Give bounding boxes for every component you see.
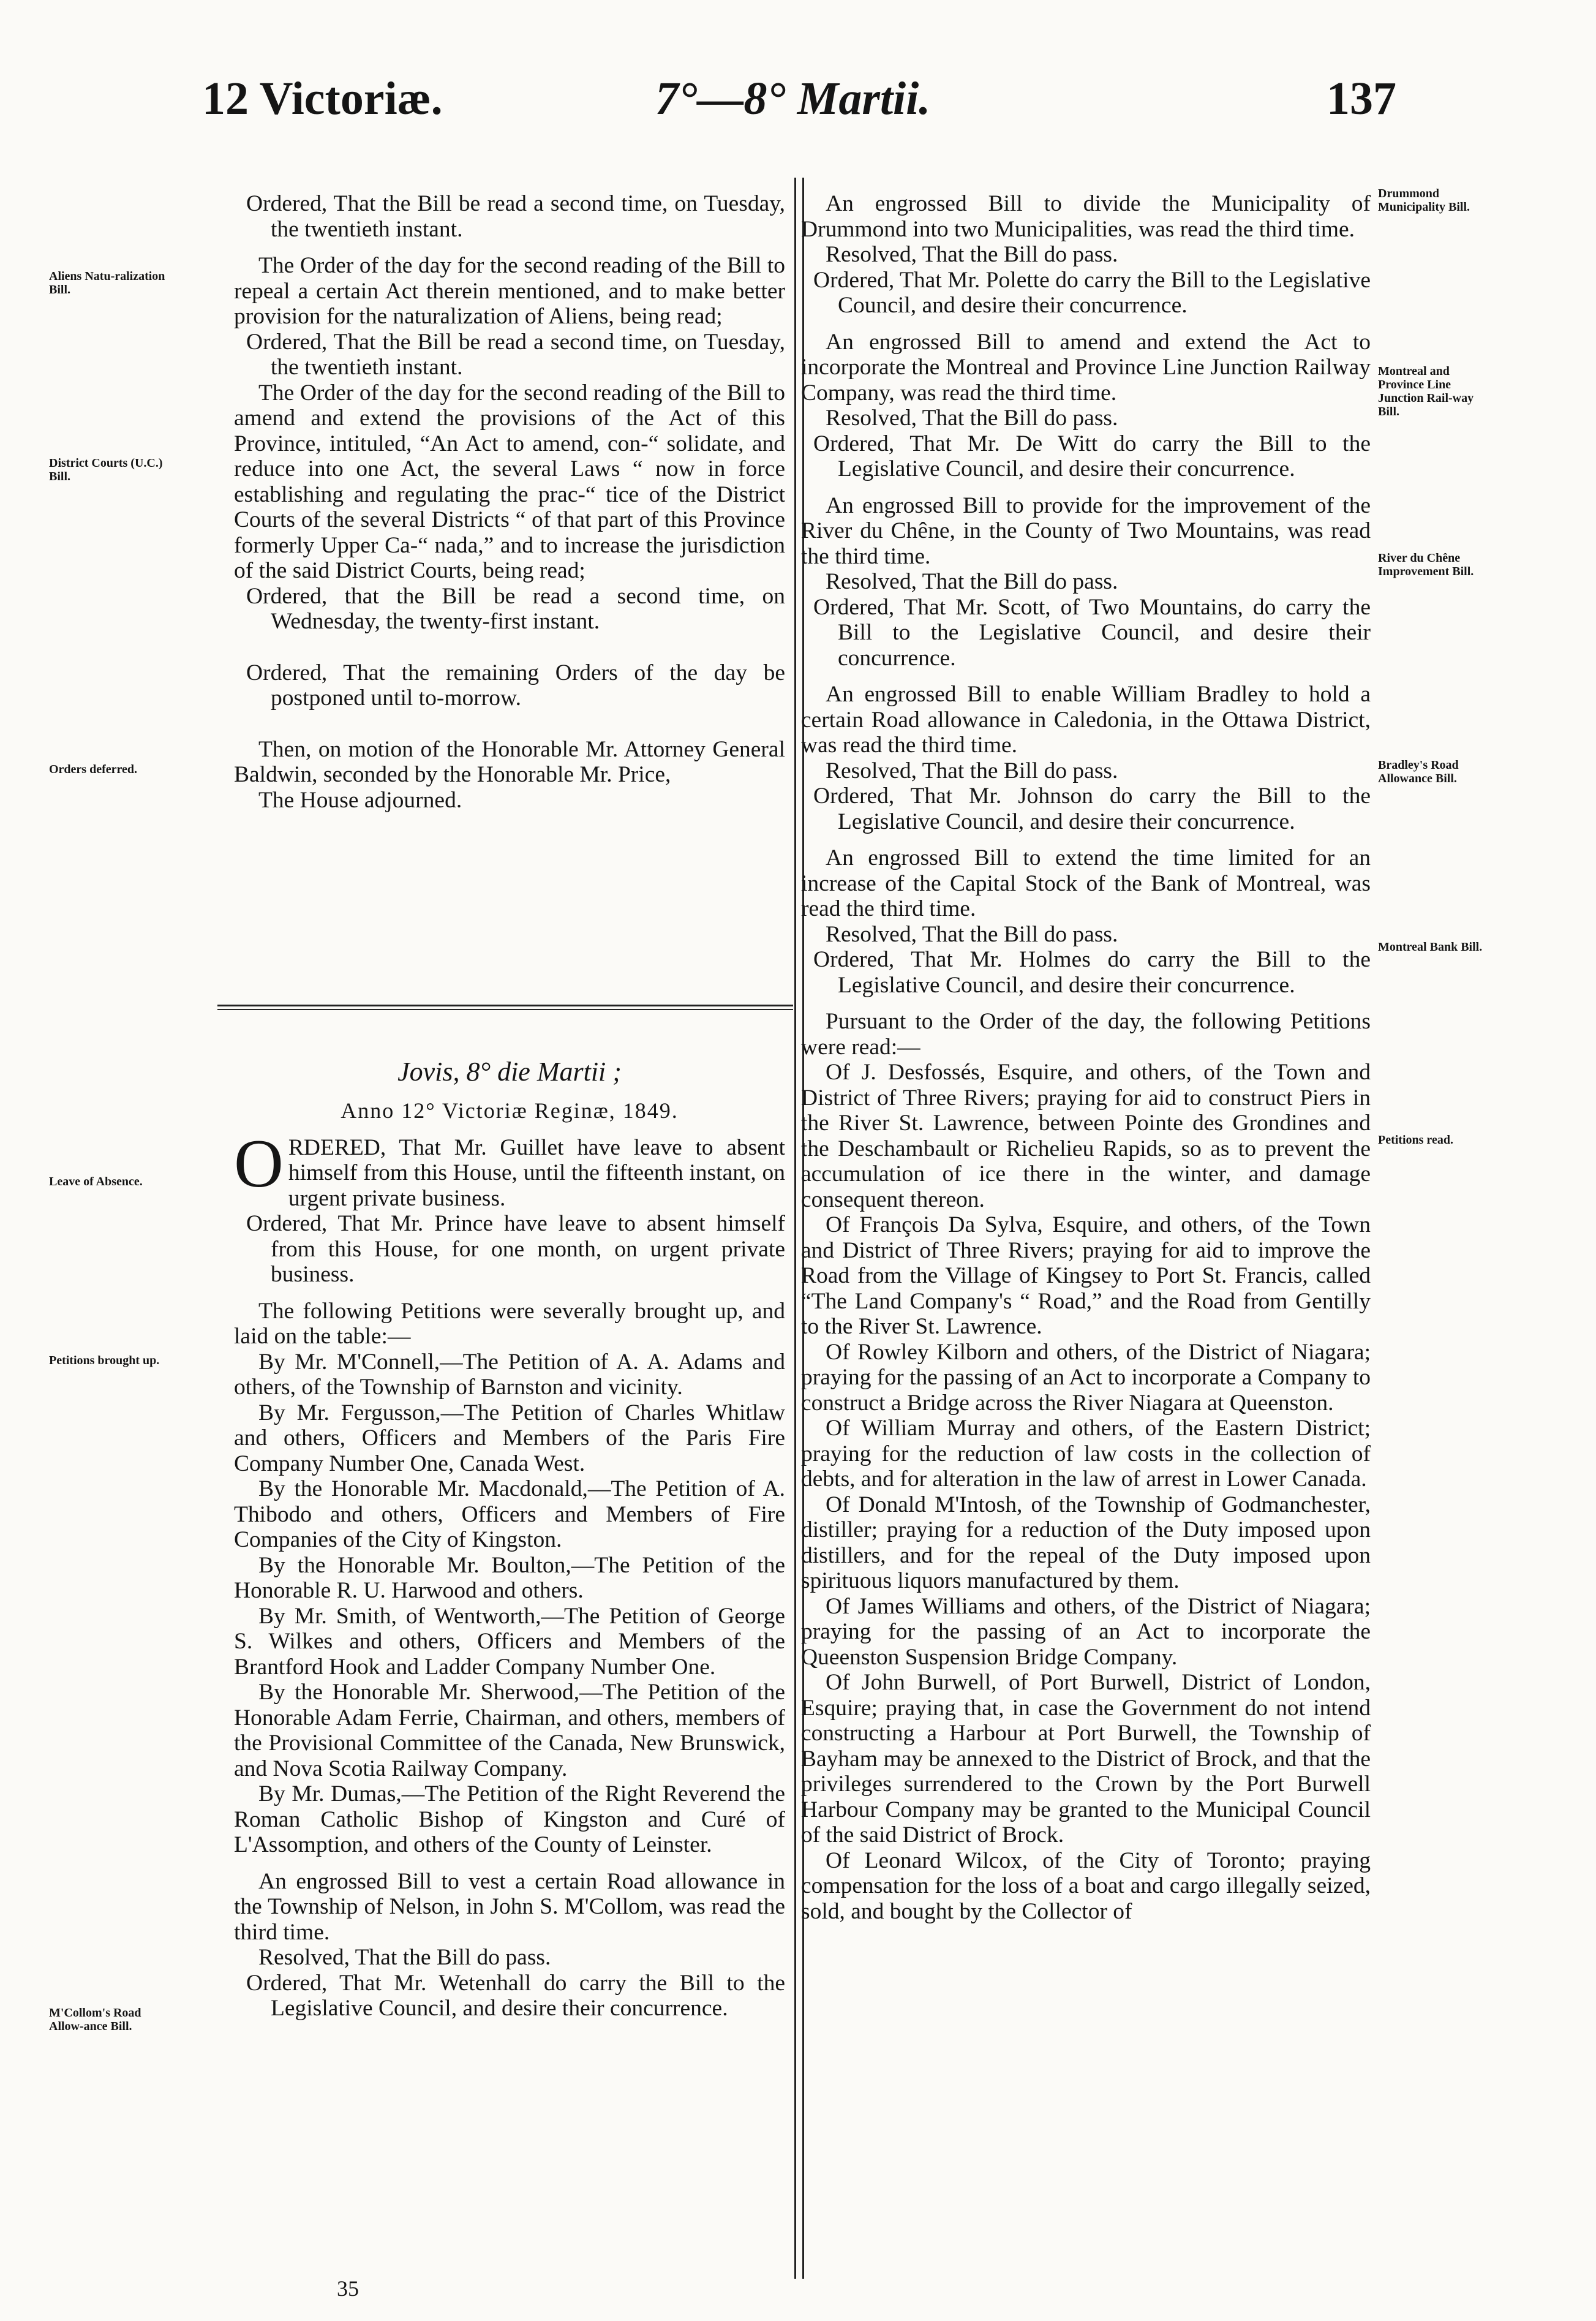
- paragraph: Of Leonard Wilcox, of the City of Toronto; praying compensation for the loss of a boat and cargo illegally seized, sold, and bought by the Collector of: [801, 1847, 1371, 1924]
- paragraph: By the Honorable Mr. Macdonald,—The Petition of A. Thibodo and others, Officers and Members of Fire Companies of the City of Kingston.: [234, 1476, 785, 1552]
- paragraph: Of Donald M'Intosh, of the Township of Godmanchester, distiller; praying for a reduction of the Duty imposed upon distillers, and for the repeal of the Duty imposed upon spirituous liquors manufactured by them.: [801, 1492, 1371, 1593]
- paragraph: Of John Burwell, of Port Burwell, District of London, Esquire; praying that, in case the Government do not intend constructing a Harbour at Port Burwell, the Township of Bayham may be annexed to the District of Brock, and that the privileges surrendered to the Crown by the Port Burwell Harbour Company may be granted to the Municipal Council of the said District of Brock.: [801, 1670, 1371, 1847]
- paragraph: Of William Murray and others, of the Eastern District; praying for the reduction of law costs in the collection of debts, and for alteration in the law of arrest in Lower Canada.: [801, 1416, 1371, 1492]
- paragraph: Ordered, that the Bill be read a second time, on Wednesday, the twenty-first instant.: [246, 583, 785, 634]
- sitting-title: Jovis, 8° die Martii ;: [397, 1057, 622, 1087]
- drop-cap: O: [234, 1125, 284, 1202]
- paragraph: The Order of the day for the second reading of the Bill to repeal a certain Act therein mentioned, and to make better provision for the naturalization of Aliens, being read;: [234, 253, 785, 329]
- paragraph: Of James Williams and others, of the District of Niagara; praying for the passing of an Act to incorporate the Queenston Suspension Bridge Company.: [801, 1593, 1371, 1670]
- paragraph: An engrossed Bill to provide for the improvement of the River du Chêne, in the County of Two Mountains, was read the third time.: [801, 493, 1371, 569]
- paragraph: Ordered, That the Bill be read a second time, on Tuesday, the twentieth instant.: [246, 191, 785, 242]
- paragraph: The House adjourned.: [258, 787, 462, 813]
- paragraph: Resolved, That the Bill do pass.: [826, 569, 1118, 594]
- paragraph: Ordered, That Mr. Holmes do carry the Bill to the Legislative Council, and desire their concurrence.: [813, 947, 1371, 998]
- paragraph: Ordered, That the remaining Orders of the day be postponed until to-morrow.: [246, 660, 785, 711]
- paragraph: The following Petitions were severally brought up, and laid on the table:—: [234, 1298, 785, 1349]
- paragraph: Resolved, That the Bill do pass.: [826, 406, 1118, 431]
- paragraph: By Mr. M'Connell,—The Petition of A. A. Adams and others, of the Township of Barnston and vicinity.: [234, 1349, 785, 1400]
- page-number: 137: [1327, 73, 1396, 124]
- paragraph: Resolved, That the Bill do pass.: [826, 242, 1118, 267]
- paragraph: Pursuant to the Order of the day, the following Petitions were read:—: [801, 1009, 1371, 1060]
- running-header: [202, 72, 1396, 127]
- paragraph: Ordered, That Mr. Polette do carry the Bill to the Legislative Council, and desire their concurrence.: [813, 267, 1371, 318]
- regnal-year-line: Anno 12° Victoriæ Reginæ, 1849.: [341, 1098, 679, 1123]
- paragraph: Ordered, That Mr. Scott, of Two Mountains, do carry the Bill to the Legislative Council, and desire their concurrence.: [813, 594, 1371, 671]
- left-column-upper: [234, 191, 785, 813]
- margin-note-montreal-bank: Montreal Bank Bill.: [1378, 940, 1483, 954]
- paragraph: By Mr. Dumas,—The Petition of the Right Reverend the Roman Catholic Bishop of Kingston and Curé of L'Assomption, and others of the County of Leinster.: [234, 1781, 785, 1857]
- margin-note-petitions-read: Petitions read.: [1378, 1133, 1453, 1147]
- margin-note-bradley: Bradley's Road Allowance Bill.: [1378, 758, 1459, 785]
- paragraph: By the Honorable Mr. Boulton,—The Petition of the Honorable R. U. Harwood and others.: [234, 1552, 785, 1603]
- margin-note-drummond: Drummond Municipality Bill.: [1378, 187, 1470, 214]
- paragraph: Ordered, That Mr. Prince have leave to absent himself from this House, for one month, on urgent private business.: [246, 1211, 785, 1287]
- paragraph: An engrossed Bill to divide the Municipality of Drummond into two Municipalities, was read the third time.: [801, 191, 1371, 242]
- paragraph: An engrossed Bill to amend and extend the Act to incorporate the Montreal and Province Line Junction Railway Company, was read the third time.: [801, 329, 1371, 406]
- paragraph: Ordered, That Mr. Johnson do carry the Bill to the Legislative Council, and desire their concurrence.: [813, 783, 1371, 834]
- paragraph: Resolved, That the Bill do pass.: [258, 1945, 551, 1970]
- paragraph: Ordered, That Mr. Wetenhall do carry the Bill to the Legislative Council, and desire their concurrence.: [246, 1970, 785, 2021]
- paragraph: An engrossed Bill to extend the time limited for an increase of the Capital Stock of the Bank of Montreal, was read the third time.: [801, 845, 1371, 921]
- paragraph: By Mr. Fergusson,—The Petition of Charles Whitlaw and others, Officers and Members of the Paris Fire Company Number One, Canada West.: [234, 1400, 785, 1476]
- paragraph: By Mr. Smith, of Wentworth,—The Petition of George S. Wilkes and others, Officers and Members of the Brantford Hook and Ladder Company Number One.: [234, 1603, 785, 1680]
- paragraph: By the Honorable Mr. Sherwood,—The Petition of the Honorable Adam Ferrie, Chairman, and others, members of the Provisional Committee of the Canada, New Brunswick, and Nova Scotia Railway Company.: [234, 1680, 785, 1781]
- paragraph: Resolved, That the Bill do pass.: [826, 921, 1118, 947]
- margin-note-petitions-brought-up: Petitions brought up.: [49, 1354, 160, 1367]
- section-rule: [217, 1005, 793, 1010]
- paragraph: Of Rowley Kilborn and others, of the District of Niagara; praying for the passing of an Act to incorporate a Company to construct a Bridge across the River Niagara at Queenston.: [801, 1339, 1371, 1416]
- paragraph: An engrossed Bill to enable William Bradley to hold a certain Road allowance in Caledonia, in the Ottawa District, was read the third time.: [801, 682, 1371, 758]
- paragraph: Of François Da Sylva, Esquire, and others, of the Town and District of Three Rivers; praying for aid to improve the Road from the Village of Kingsey to Port St. Francis, called “The Land Company's “ Road,” and the Road from Gentilly to the River St. Lawrence.: [801, 1212, 1371, 1339]
- signature-mark: 35: [337, 2276, 359, 2301]
- header-date: 7°—8° Martii.: [655, 73, 931, 124]
- paragraph: Ordered, That Mr. De Witt do carry the Bill to the Legislative Council, and desire their concurrence.: [813, 431, 1371, 481]
- margin-note-aliens: Aliens Natu-ralization Bill.: [49, 270, 165, 296]
- margin-note-river-du-chene: River du Chêne Improvement Bill.: [1378, 551, 1474, 578]
- paragraph: Ordered, That the Bill be read a second time, on Tuesday, the twentieth instant.: [246, 329, 785, 380]
- margin-note-orders-deferred: Orders deferred.: [49, 763, 138, 776]
- paragraph: Resolved, That the Bill do pass.: [826, 758, 1118, 783]
- paragraph: ORDERED, That Mr. Guillet have leave to absent himself from this House, until the fifteenth instant, on urgent private business.: [234, 1125, 785, 1211]
- margin-note-leave-of-absence: Leave of Absence.: [49, 1175, 143, 1188]
- margin-note-district-courts: District Courts (U.C.) Bill.: [49, 456, 163, 483]
- paragraph: The Order of the day for the second reading of the Bill to amend and extend the provisions of the Act of this Province, intituled, “An Act to amend, con-“ solidate, and reduce into one Act, the several Laws “ now in force establishing and regulating the prac-“ tice of the District Courts of the several Districts “ of that part of this Province formerly Upper Ca-“ nada,” and to increase the jurisdiction of the said District Courts, being read;: [234, 380, 785, 583]
- margin-note-montreal-railway: Montreal and Province Line Junction Rail-way Bill.: [1378, 364, 1474, 418]
- left-column-lower: [234, 1057, 785, 2021]
- margin-note-mcollom: M'Collom's Road Allow-ance Bill.: [49, 2006, 141, 2033]
- right-column: [801, 191, 1371, 1924]
- header-regnal-year: 12 Victoriæ.: [202, 73, 443, 124]
- paragraph: An engrossed Bill to vest a certain Road allowance in the Township of Nelson, in John S. M'Collom, was read the third time.: [234, 1868, 785, 1945]
- paragraph: Of J. Desfossés, Esquire, and others, of the Town and District of Three Rivers; praying for aid to construct Piers in the River St. Lawrence, between Pointe des Grondines and the Deschambault or Richelieu Rapids, so as to prevent the accumulation of ice there in the winter, and damage consequent thereon.: [801, 1060, 1371, 1212]
- paragraph: Then, on motion of the Honorable Mr. Attorney General Baldwin, seconded by the Honorable Mr. Price,: [234, 736, 785, 787]
